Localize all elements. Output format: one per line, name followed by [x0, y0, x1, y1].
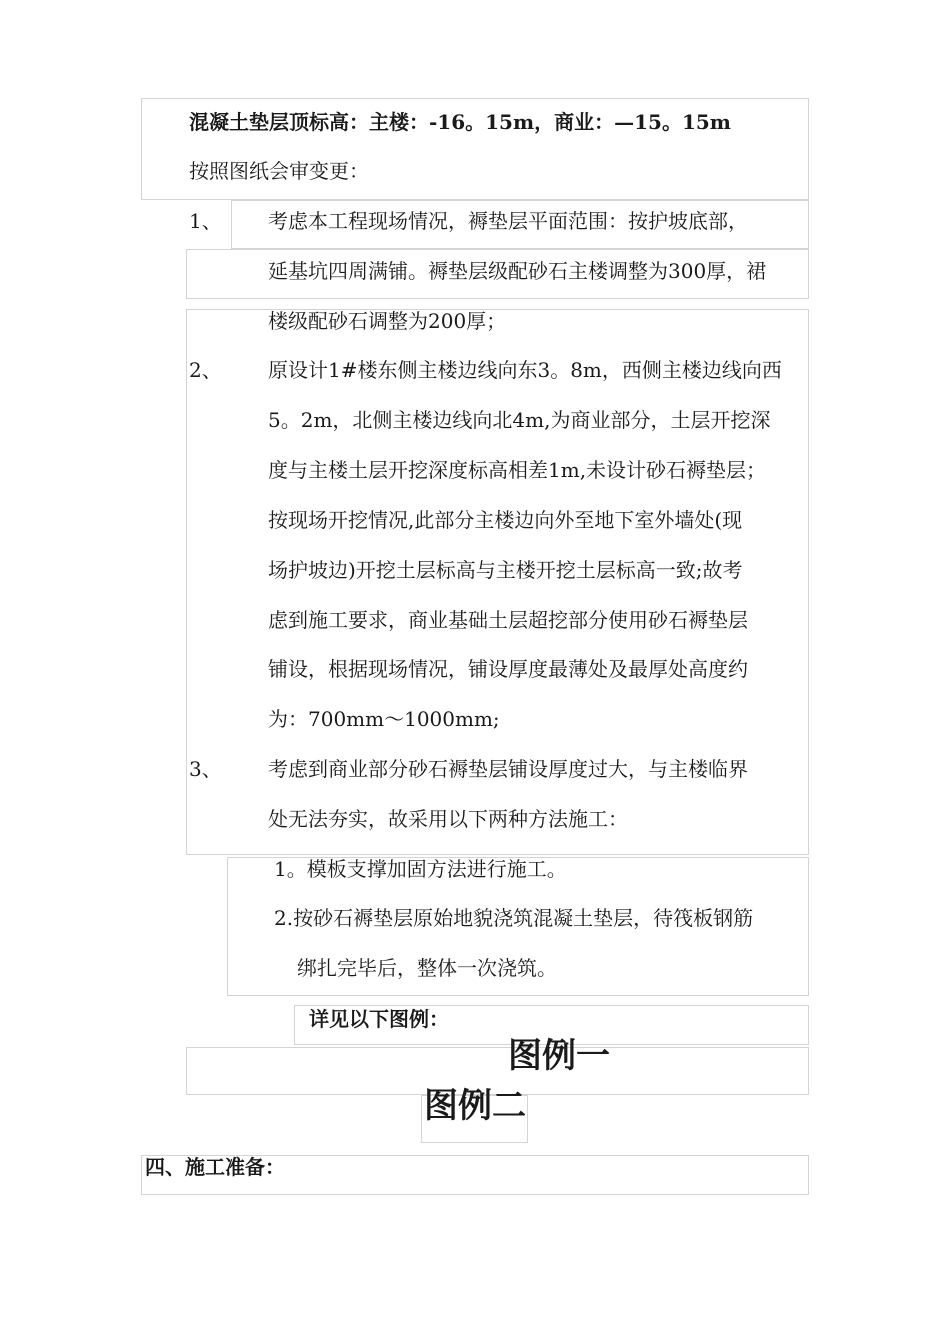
legend-two-heading: 图例二 [424, 1086, 526, 1126]
section-four-heading: 四、施工准备： [145, 1155, 285, 1179]
method-line: 绑扎完毕后，整体一次浇筑。 [297, 956, 557, 980]
item-line: 原设计1#楼东侧主楼边线向东3。8m，西侧主楼边线向西 [268, 358, 782, 382]
item-number: 3、 [189, 757, 222, 781]
elevation-line: 混凝土垫层顶标高：主楼：-16。15m，商业：—15。15m [189, 110, 731, 134]
item-line: 按现场开挖情况,此部分主楼边向外至地下室外墙处(现 [268, 508, 743, 532]
legend-one-heading: 图例一 [508, 1036, 610, 1076]
item-line: 铺设，根据现场情况，铺设厚度最薄处及最厚处高度约 [268, 657, 748, 681]
item-line: 度与主楼土层开挖深度标高相差1m,未设计砂石褥垫层； [268, 458, 767, 482]
item-line: 虑到施工要求，商业基础土层超挖部分使用砂石褥垫层 [268, 608, 748, 632]
item-line: 为：700mm～1000mm; [268, 707, 500, 731]
item-line: 考虑到商业部分砂石褥垫层铺设厚度过大，与主楼临界 [268, 757, 748, 781]
item-number: 1、 [189, 209, 222, 233]
change-intro: 按照图纸会审变更： [189, 159, 369, 183]
item-line: 延基坑四周满铺。褥垫层级配砂石主楼调整为300厚，裙 [268, 259, 767, 283]
item-line: 5。2m，北侧主楼边线向北4m,为商业部分，土层开挖深 [268, 408, 771, 432]
method-line: 1。模板支撑加固方法进行施工。 [274, 857, 567, 881]
item-number: 2、 [189, 358, 222, 382]
item-line: 场护坡边)开挖土层标高与主楼开挖土层标高一致;故考 [268, 558, 743, 582]
method-line: 2.按砂石褥垫层原始地貌浇筑混凝土垫层，待筏板钢筋 [274, 906, 754, 930]
item-line: 楼级配砂石调整为200厚； [268, 309, 507, 333]
item-line: 考虑本工程现场情况，褥垫层平面范围：按护坡底部， [268, 209, 748, 233]
see-below-label: 详见以下图例： [309, 1007, 449, 1031]
item-line: 处无法夯实，故采用以下两种方法施工： [268, 807, 628, 831]
